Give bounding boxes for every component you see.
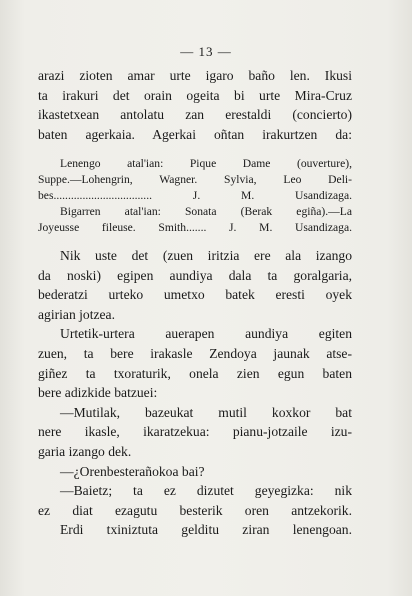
text-line: ta irakuri det orain ogeita bi urte Mira-Cruz bbox=[38, 87, 352, 103]
program-line: Bigarren atal'ian: Sonata (Berak egiña).—La bbox=[60, 205, 352, 218]
text-line: bederatzi urteko umetxo batek eresti oyek bbox=[38, 287, 352, 303]
program-line: bes.................................. J. M. Usandizaga. bbox=[38, 189, 352, 202]
body-paragraphs bbox=[38, 246, 352, 540]
text-line: Erdi txiniztuta gelditu ziran lenengoan. bbox=[60, 522, 352, 538]
program-line: Lenengo atal'ian: Pique Dame (ouverture), bbox=[60, 157, 352, 170]
text-line: Nik uste det (zuen iritzia ere ala izango bbox=[60, 248, 352, 263]
intro-paragraph bbox=[38, 66, 352, 144]
text-line: baten agerkaia. Agerkai oñtan irakurtzen da: bbox=[38, 126, 352, 142]
text-line: arazi zioten amar urte igaro baño len. Ikusi bbox=[38, 68, 352, 83]
text-line: giñez ta txoraturik, onela zien egun baten bbox=[38, 365, 352, 381]
text-line: zuen, ta bere irakasle Zendoya jaunak atse- bbox=[38, 345, 352, 361]
text-line: Urtetik-urtera auerapen aundiya egiten bbox=[60, 326, 352, 342]
text-line: ez diat ezagutu besterik oren antzekorik. bbox=[38, 502, 352, 518]
text-line: ikastetxean antolatu zan erestaldi (concierto) bbox=[38, 107, 352, 123]
text-line: —Mutilak, bazeukat mutil koxkor bat bbox=[60, 404, 352, 420]
program-line: Suppe.—Lohengrin, Wagner. Sylvia, Leo Deli- bbox=[38, 173, 352, 186]
program-line: Joyeusse fileuse. Smith....... J. M. Usandizaga. bbox=[38, 221, 352, 234]
text-line: —¿Orenbesterañokoa bai? bbox=[60, 463, 205, 479]
concert-program bbox=[38, 156, 352, 236]
text-line: agirian jotzea. bbox=[38, 306, 115, 322]
text-line: da noski) egipen aundiya dala ta goralgaria, bbox=[38, 267, 352, 283]
text-line: garia izango dek. bbox=[38, 443, 132, 459]
text-line: —Baietz; ta ez dizutet geyegizka: nik bbox=[60, 483, 352, 499]
text-line: bere adizkide batzuei: bbox=[38, 385, 158, 401]
text-line: nere ikasle, ikaratzekua: pianu-jotzaile izu- bbox=[38, 424, 352, 440]
page-number: — 13 — bbox=[180, 44, 232, 59]
